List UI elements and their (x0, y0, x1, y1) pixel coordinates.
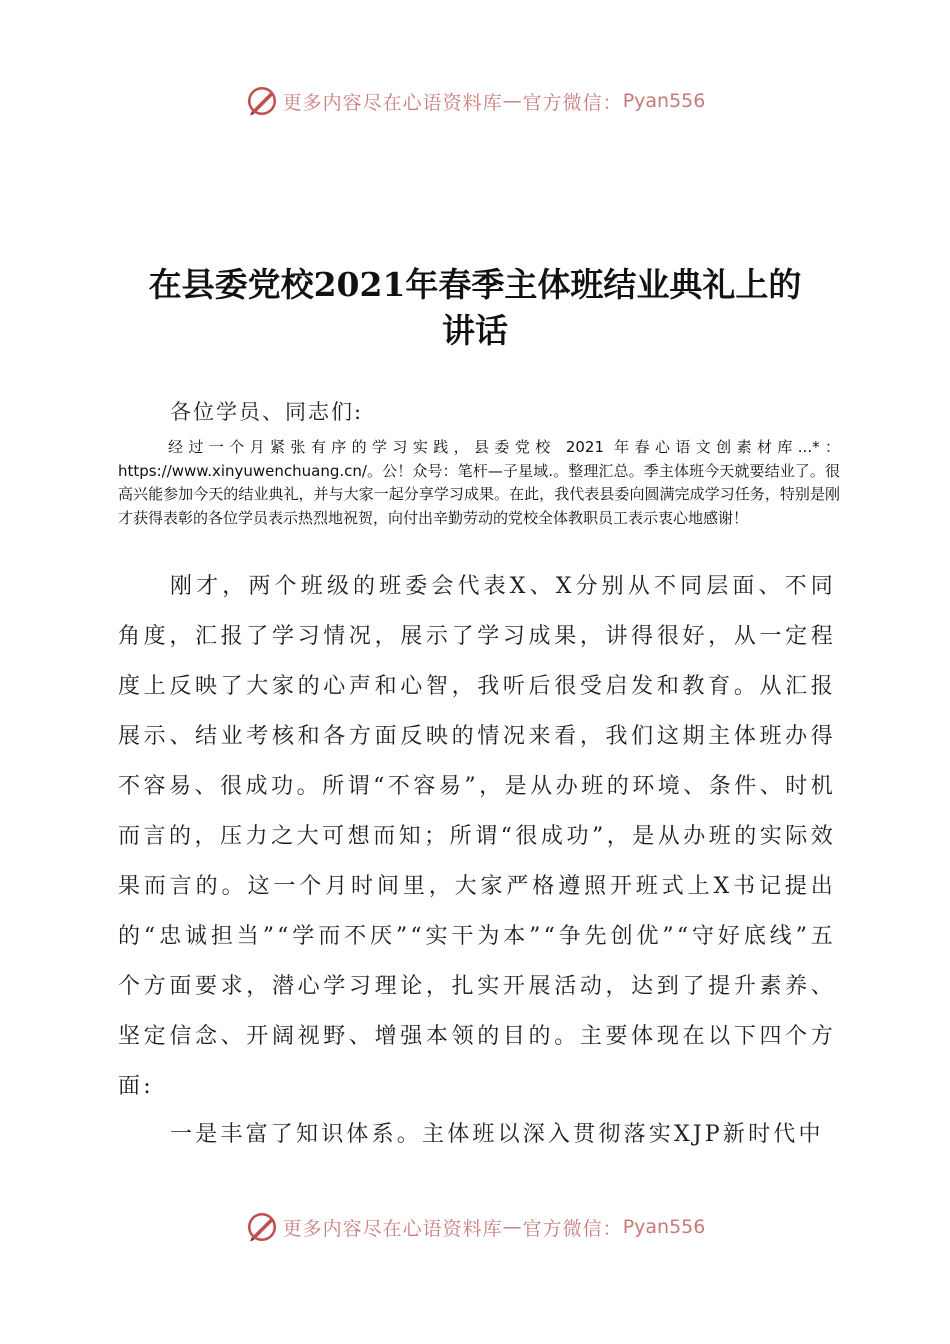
body-paragraph-2: 刚才，两个班级的班委会代表X、X分别从不同层面、不同角度，汇报了学习情况，展示了学习成果，讲得很好，从一定程度上反映了大家的心声和心智，我听后很受启发和教育。从汇报展示、结业考核和各方面反映的情况来看，我们这期主体班办得不容易、很成功。所谓“不容易”，是从办班的环境、条件、时机而言的，压力之大可想而知；所谓“很成功”，是从办班的实际效果而言的。这一个月时间里，大家严格遵照开班式上X书记提出的“忠诚担当”“学而不厌”“实干为本”“争先创优”“守好底线”五个方面要求，潜心学习理论，扎实开展活动，达到了提升素养、坚定信念、开阔视野、增强本领的目的。主要体现在以下四个方面: (118, 574, 836, 1099)
pen-logo-icon (245, 1210, 279, 1244)
watermark-banner-top (0, 84, 950, 118)
banner-brand: 更多内容尽在心语资料库 (282, 91, 503, 114)
pen-logo-icon (245, 84, 279, 118)
intro-paragraph: 经过一个月紧张有序的学习实践，县委党校 2021 年春心语文创素材库...*：https://www.xinyuwenchuang.cn/。公！众号：笔杆—子星域.。整理汇总。季主体班今天就要结业了。很高兴能参加今天的结业典礼，并与大家一起分享学习成果。在此，我代表县委向圆满完成学习任务，特别是刚才获得表彰的各位学员表示热烈地祝贺，向付出辛勤劳动的党校全体教职员工表示衷心地感谢！ (118, 438, 840, 527)
banner-wechat-label: 官方微信： (522, 91, 623, 114)
watermark-banner-bottom (0, 1210, 950, 1244)
salutation: 各位学员、同志们: (170, 400, 364, 424)
banner-brand: 更多内容尽在心语资料库 (282, 1217, 503, 1240)
title-line-2: 讲话 (442, 311, 508, 350)
banner-wechat-id: Pyan556 (622, 90, 706, 112)
body-paragraph-3: 一是丰富了知识体系。主体班以深入贯彻落实XJP新时代中 (170, 1122, 824, 1147)
banner-wechat-id: Pyan556 (622, 1216, 706, 1238)
banner-wechat-label: 官方微信： (522, 1217, 623, 1240)
document-title (0, 262, 950, 354)
banner-separator: — (502, 90, 523, 112)
title-line-1: 在县委党校2021年春季主体班结业典礼上的 (148, 265, 802, 304)
banner-separator: — (502, 1216, 523, 1238)
